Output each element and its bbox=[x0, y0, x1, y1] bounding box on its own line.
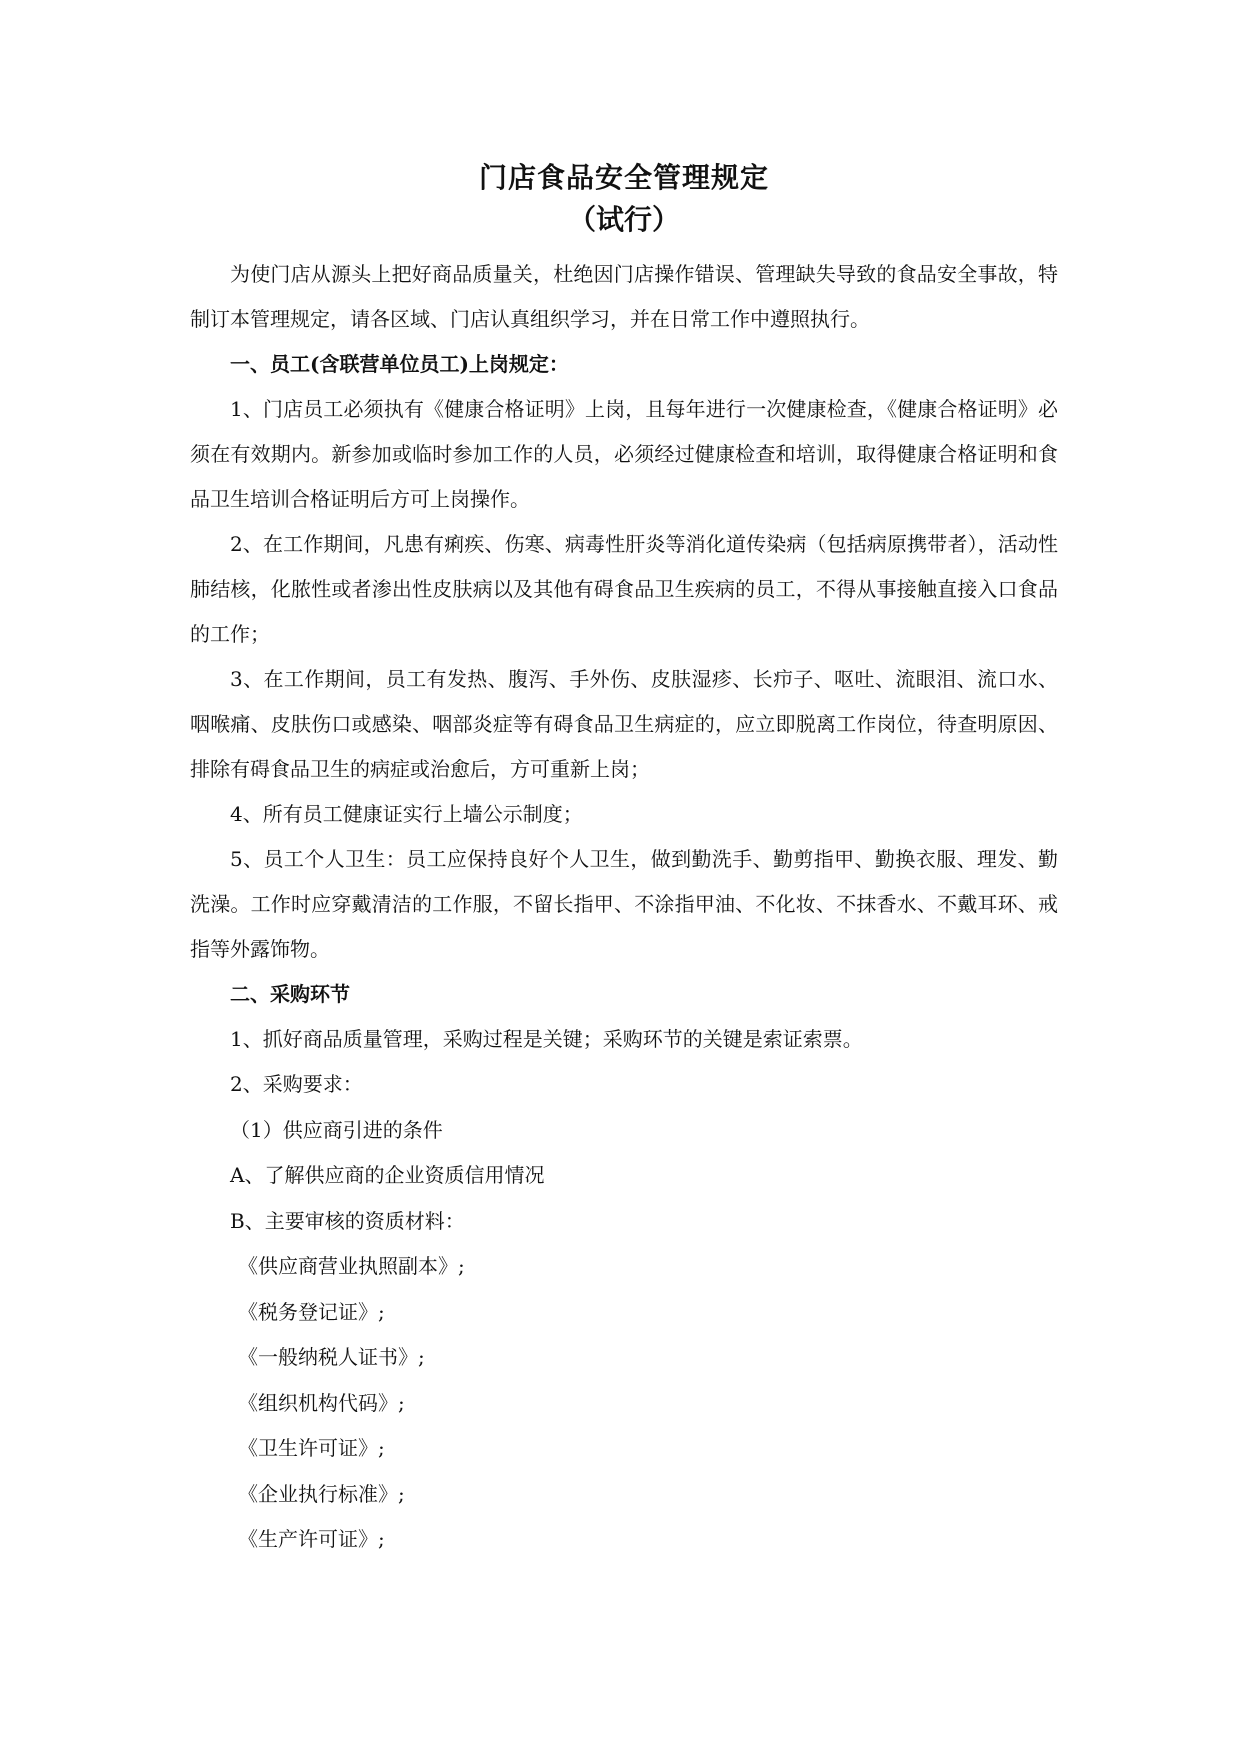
section-heading: 一、员工(含联营单位员工)上岗规定： bbox=[230, 352, 569, 376]
section1-item: 2、在工作期间，凡患有痢疾、伤寒、病毒性肝炎等消化道传染病（包括病原携带者），活动性肺结核，化脓性或者渗出性皮肤病以及其他有碍食品卫生疾病的员工，不得从事接触直接入口食品的工作； bbox=[190, 532, 1058, 646]
section-heading: 二、采购环节 bbox=[230, 982, 350, 1006]
required-document-item: 《卫生许可证》; bbox=[238, 1436, 385, 1460]
section2-item: 2、采购要求： bbox=[230, 1072, 363, 1096]
section1-item: 5、员工个人卫生：员工应保持良好个人卫生，做到勤洗手、勤剪指甲、勤换衣服、理发、勤洗澡。工作时应穿戴清洁的工作服，不留长指甲、不涂指甲油、不化妆、不抹香水、不戴耳环、戒指等外露饰物。 bbox=[190, 847, 1058, 961]
document-body bbox=[190, 158, 1058, 1563]
required-document-item: 《一般纳税人证书》; bbox=[238, 1345, 425, 1369]
sub-item: （1）供应商引进的条件 bbox=[230, 1117, 443, 1142]
required-document-item: 《生产许可证》; bbox=[238, 1527, 385, 1551]
section1-item: 3、在工作期间，员工有发热、腹泻、手外伤、皮肤湿疹、长疖子、呕吐、流眼泪、流口水、咽喉痛、皮肤伤口或感染、咽部炎症等有碍食品卫生病症的，应立即脱离工作岗位，待查明原因、排除有碍食品卫生的病症或治愈后，方可重新上岗； bbox=[190, 667, 1058, 781]
required-document-item: 《供应商营业执照副本》; bbox=[238, 1254, 465, 1278]
required-document-item: 《企业执行标准》; bbox=[238, 1481, 405, 1506]
document-subtitle: （试行） bbox=[567, 203, 680, 236]
sub-item: A、了解供应商的企业资质信用情况 bbox=[230, 1163, 545, 1187]
intro-paragraph: 为使门店从源头上把好商品质量关，杜绝因门店操作错误、管理缺失导致的食品安全事故，特制订本管理规定，请各区域、门店认真组织学习，并在日常工作中遵照执行。 bbox=[190, 262, 1058, 331]
required-document-item: 《组织机构代码》; bbox=[238, 1390, 405, 1415]
required-document-item: 《税务登记证》; bbox=[238, 1299, 385, 1324]
section1-item: 1、门店员工必须执有《健康合格证明》上岗，且每年进行一次健康检查，《健康合格证明》必须在有效期内。新参加或临时参加工作的人员，必须经过健康检查和培训，取得健康合格证明和食品卫生培训合格证明后方可上岗操作。 bbox=[190, 397, 1058, 511]
section2-item: 1、抓好商品质量管理，采购过程是关键；采购环节的关键是索证索票。 bbox=[230, 1027, 863, 1051]
sub-item: B、主要审核的资质材料： bbox=[230, 1208, 465, 1233]
document-title: 门店食品安全管理规定 bbox=[478, 161, 769, 194]
section1-item: 4、所有员工健康证实行上墙公示制度； bbox=[230, 802, 583, 826]
